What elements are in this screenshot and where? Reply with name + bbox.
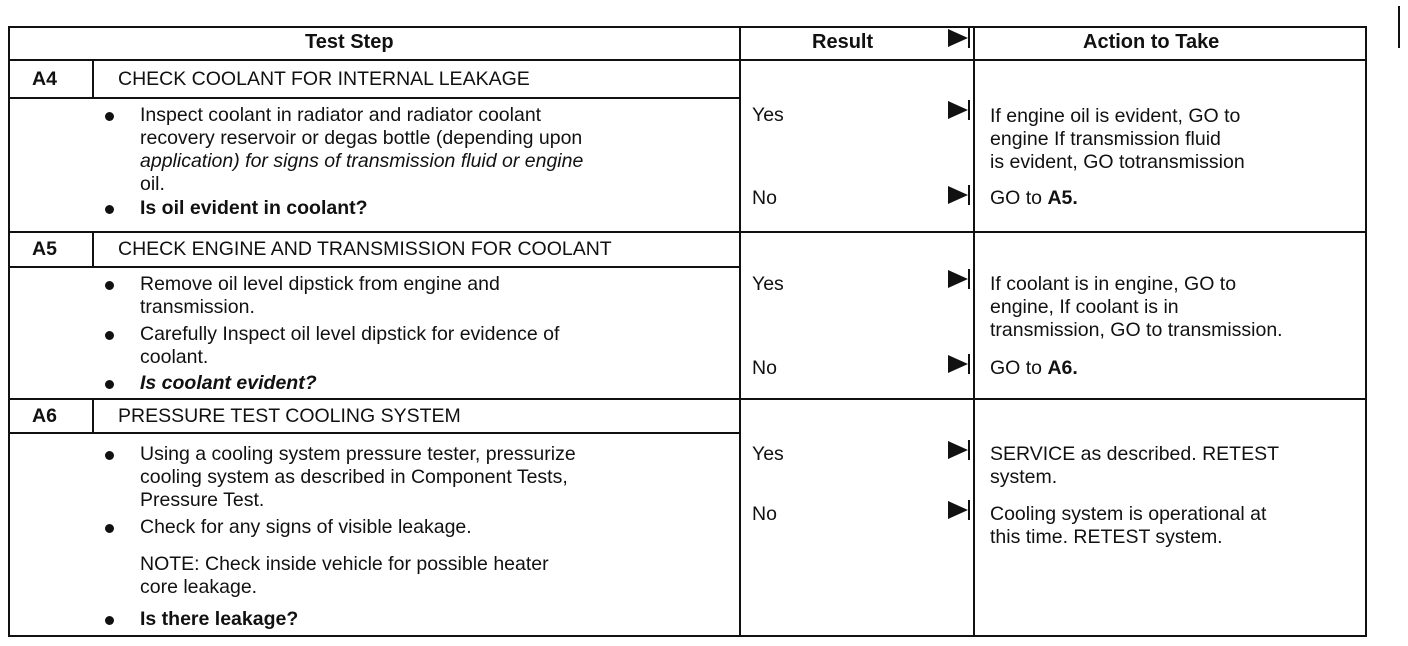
a6-title-divider bbox=[8, 432, 740, 434]
a4-result-yes: Yes bbox=[752, 104, 784, 126]
a4-result-no: No bbox=[752, 187, 777, 209]
action-column-divider bbox=[973, 26, 975, 637]
bullet-icon bbox=[105, 331, 114, 340]
a4-action-yes-line1: If engine oil is evident, GO to bbox=[990, 105, 1241, 127]
header-divider bbox=[8, 59, 1367, 61]
a4-bullet1-line1: Inspect coolant in radiator and radiator coolant bbox=[140, 104, 542, 126]
a4-bullet1-line4: oil. bbox=[140, 173, 165, 195]
a4-question: Is oil evident in coolant? bbox=[140, 197, 368, 219]
result-arrow-icon bbox=[945, 499, 971, 521]
a5-bullet2-line2: coolant. bbox=[140, 346, 209, 368]
a5-action-yes-line3: transmission, GO to transmission. bbox=[990, 319, 1283, 341]
header-action: Action to Take bbox=[1083, 31, 1220, 53]
a5-bullet2-line1: Carefully Inspect oil level dipstick for evidence of bbox=[140, 323, 560, 345]
a6-id-divider bbox=[92, 398, 94, 433]
a5-action-yes-line1: If coolant is in engine, GO to bbox=[990, 273, 1237, 295]
step-id-a5: A5 bbox=[32, 238, 57, 260]
a5-a6-divider bbox=[8, 398, 1367, 400]
a5-result-no: No bbox=[752, 357, 777, 379]
a4-bullet1-line2: recovery reservoir or degas bottle (depending upon bbox=[140, 127, 583, 149]
a5-action-yes-line2: engine, If coolant is in bbox=[990, 296, 1179, 318]
a6-note-line2: core leakage. bbox=[140, 576, 258, 598]
result-arrow-icon bbox=[945, 353, 971, 375]
result-arrow-icon bbox=[945, 268, 971, 290]
bullet-icon bbox=[105, 380, 114, 389]
a5-id-divider bbox=[92, 231, 94, 267]
step-id-a6: A6 bbox=[32, 405, 57, 427]
a4-bullet1-line3: application) for signs of transmission fluid or engine bbox=[140, 150, 584, 172]
header-result: Result bbox=[812, 31, 874, 53]
result-arrow-icon bbox=[945, 439, 971, 461]
a5-bullet1-line2: transmission. bbox=[140, 296, 255, 318]
step-title-a6: PRESSURE TEST COOLING SYSTEM bbox=[118, 405, 461, 427]
a6-note-line1: NOTE: Check inside vehicle for possible heater bbox=[140, 553, 549, 575]
bullet-icon bbox=[105, 616, 114, 625]
result-column-divider bbox=[739, 26, 741, 637]
a6-bullet1-line3: Pressure Test. bbox=[140, 489, 265, 511]
result-arrow-icon bbox=[945, 184, 971, 206]
a4-a5-divider bbox=[8, 231, 1367, 233]
a6-result-no: No bbox=[752, 503, 777, 525]
step-title-a5: CHECK ENGINE AND TRANSMISSION FOR COOLANT bbox=[118, 238, 612, 260]
a6-bullet2: Check for any signs of visible leakage. bbox=[140, 516, 472, 538]
a5-bullet1-line1: Remove oil level dipstick from engine and bbox=[140, 273, 500, 295]
a4-action-yes-line2: engine If transmission fluid bbox=[990, 128, 1221, 150]
a4-title-divider bbox=[8, 97, 740, 99]
a4-id-divider bbox=[92, 59, 94, 98]
a6-action-no-line2: this time. RETEST system. bbox=[990, 526, 1223, 548]
bullet-icon bbox=[105, 281, 114, 290]
step-title-a4: CHECK COOLANT FOR INTERNAL LEAKAGE bbox=[118, 68, 530, 90]
a6-action-no-line1: Cooling system is operational at bbox=[990, 503, 1267, 525]
a5-title-divider bbox=[8, 266, 740, 268]
page-edge-mark bbox=[1398, 6, 1400, 48]
result-arrow-icon bbox=[945, 99, 971, 121]
a5-result-yes: Yes bbox=[752, 273, 784, 295]
bullet-icon bbox=[105, 205, 114, 214]
bullet-icon bbox=[105, 112, 114, 121]
a6-action-yes-line2: system. bbox=[990, 466, 1058, 488]
a6-action-yes-line1: SERVICE as described. RETEST bbox=[990, 443, 1279, 465]
a4-action-no: GO to A5. bbox=[990, 187, 1078, 209]
a6-bullet1-line1: Using a cooling system pressure tester, pressurize bbox=[140, 443, 576, 465]
a4-action-yes-line3: is evident, GO totransmission bbox=[990, 151, 1245, 173]
header-test-step: Test Step bbox=[305, 31, 394, 53]
bullet-icon bbox=[105, 451, 114, 460]
header-arrow-icon bbox=[945, 27, 971, 49]
a6-question: Is there leakage? bbox=[140, 608, 299, 630]
a5-action-no: GO to A6. bbox=[990, 357, 1078, 379]
bullet-icon bbox=[105, 524, 114, 533]
a6-result-yes: Yes bbox=[752, 443, 784, 465]
a5-question: Is coolant evident? bbox=[140, 372, 317, 394]
step-id-a4: A4 bbox=[32, 68, 57, 90]
a6-bullet1-line2: cooling system as described in Component Tests, bbox=[140, 466, 568, 488]
